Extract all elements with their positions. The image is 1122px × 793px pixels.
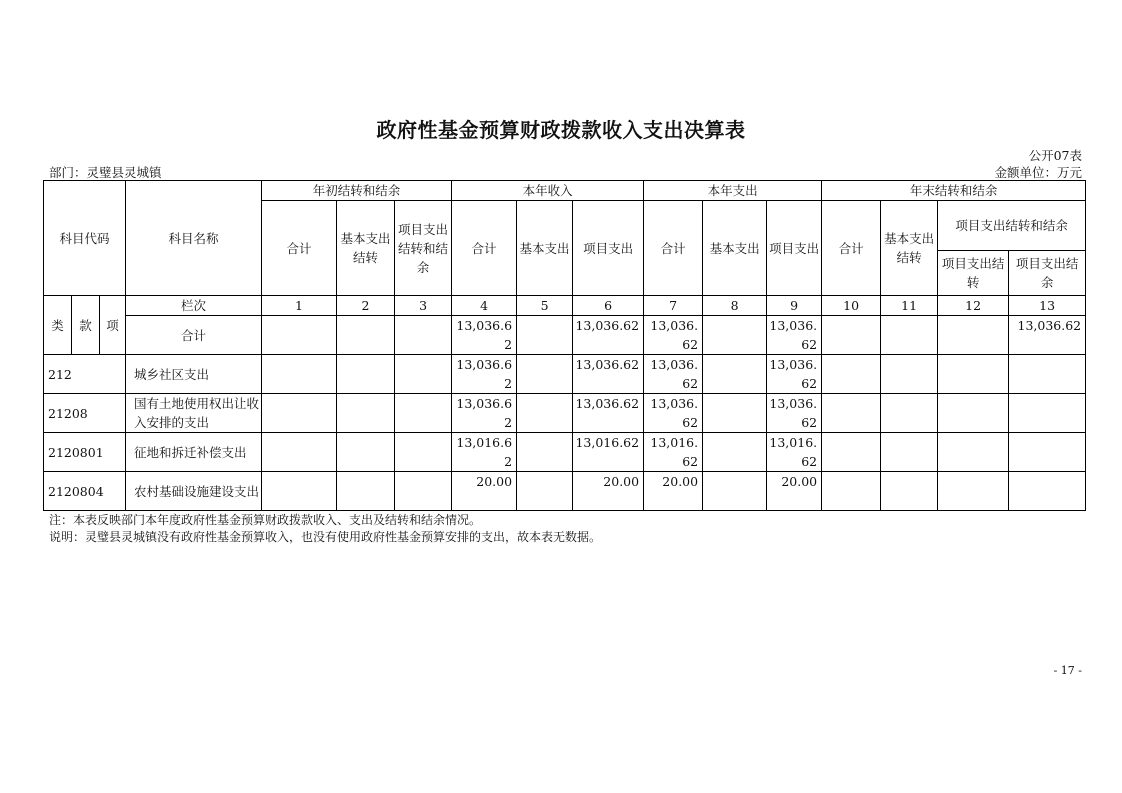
table-cell — [938, 433, 1009, 472]
header-expense-basic: 基本支出 — [703, 201, 767, 296]
table-row — [44, 355, 1086, 394]
table-cell — [395, 355, 452, 394]
budget-table — [43, 180, 1086, 511]
header-begin-basic-carry: 基本支出结转 — [337, 201, 395, 296]
department-label: 部门：灵璧县灵城镇 — [49, 165, 162, 180]
header-end-project-carry-balance: 项目支出结转和结余 — [938, 201, 1086, 251]
table-cell: 20.00 — [767, 472, 822, 511]
table-cell — [822, 316, 881, 355]
header-row-groups — [44, 181, 1086, 201]
header-income-basic: 基本支出 — [517, 201, 573, 296]
table-cell — [703, 316, 767, 355]
row-name: 城乡社区支出 — [126, 355, 262, 394]
table-cell — [822, 355, 881, 394]
table-cell — [938, 316, 1009, 355]
sheet-number: 公开07表 — [1028, 148, 1082, 163]
header-subject-code: 科目代码 — [44, 181, 126, 296]
header-begin-project-carry-balance: 项目支出结转和结余 — [395, 201, 452, 296]
table-cell — [881, 472, 938, 511]
table-cell — [517, 394, 573, 433]
table-cell — [822, 472, 881, 511]
table-cell — [881, 394, 938, 433]
table-note: 注：本表反映部门本年度政府性基金预算财政拨款收入、支出及结转和结余情况。 — [49, 513, 482, 527]
header-end-total: 合计 — [822, 201, 881, 296]
table-cell — [938, 394, 1009, 433]
table-cell — [517, 472, 573, 511]
table-cell — [262, 394, 337, 433]
row-name: 合计 — [126, 316, 262, 355]
column-index: 8 — [703, 296, 767, 316]
row-code: 212 — [44, 355, 126, 394]
table-cell: 13,036.62 — [452, 316, 517, 355]
row-code: 2120804 — [44, 472, 126, 511]
column-index: 12 — [938, 296, 1009, 316]
table-cell — [703, 355, 767, 394]
table-cell — [822, 394, 881, 433]
column-index: 5 — [517, 296, 573, 316]
table-cell: 13,036.62 — [573, 316, 644, 355]
table-cell — [1009, 433, 1086, 472]
amount-unit-label: 金额单位：万元 — [994, 165, 1082, 180]
table-cell — [337, 394, 395, 433]
table-row — [44, 472, 1086, 511]
header-group-expense: 本年支出 — [644, 181, 822, 201]
table-cell: 13,016.62 — [452, 433, 517, 472]
column-index: 13 — [1009, 296, 1086, 316]
table-cell — [703, 394, 767, 433]
column-index: 1 — [262, 296, 337, 316]
table-cell: 20.00 — [573, 472, 644, 511]
table-explanation: 说明：灵璧县灵城镇没有政府性基金预算收入，也没有使用政府性基金预算安排的支出，故本表无数据。 — [49, 530, 602, 544]
table-cell: 13,036.62 — [767, 316, 822, 355]
table-cell — [262, 433, 337, 472]
table-cell — [395, 472, 452, 511]
column-index: 7 — [644, 296, 703, 316]
table-row — [44, 394, 1086, 433]
table-cell — [881, 355, 938, 394]
table-cell — [1009, 472, 1086, 511]
table-cell — [517, 355, 573, 394]
column-index: 9 — [767, 296, 822, 316]
header-income-total: 合计 — [452, 201, 517, 296]
column-index-label: 栏次 — [126, 296, 262, 316]
row-name: 征地和拆迁补偿支出 — [126, 433, 262, 472]
column-index: 3 — [395, 296, 452, 316]
table-cell — [703, 433, 767, 472]
table-cell — [822, 433, 881, 472]
header-section: 款 — [72, 296, 100, 355]
header-end-project-carry: 项目支出结转 — [938, 251, 1009, 296]
header-income-project: 项目支出 — [573, 201, 644, 296]
table-cell — [881, 316, 938, 355]
table-cell — [517, 316, 573, 355]
column-index: 2 — [337, 296, 395, 316]
table-cell: 20.00 — [452, 472, 517, 511]
table-cell: 13,036.62 — [452, 355, 517, 394]
table-cell — [395, 433, 452, 472]
table-cell — [1009, 394, 1086, 433]
table-cell: 20.00 — [644, 472, 703, 511]
column-index: 11 — [881, 296, 938, 316]
table-cell: 13,036.62 — [767, 355, 822, 394]
table-cell — [337, 355, 395, 394]
table-cell: 13,036.62 — [573, 394, 644, 433]
table-cell: 13,036.62 — [767, 394, 822, 433]
table-row-total — [44, 316, 1086, 355]
table-cell — [262, 355, 337, 394]
header-begin-total: 合计 — [262, 201, 337, 296]
table-cell — [395, 316, 452, 355]
table-cell — [517, 433, 573, 472]
table-cell — [337, 472, 395, 511]
header-expense-project: 项目支出 — [767, 201, 822, 296]
row-name: 国有土地使用权出让收入安排的支出 — [126, 394, 262, 433]
table-cell — [703, 472, 767, 511]
column-index-row — [44, 296, 1086, 316]
column-index: 4 — [452, 296, 517, 316]
header-group-income: 本年收入 — [452, 181, 644, 201]
header-class: 类 — [44, 296, 72, 355]
table-row — [44, 433, 1086, 472]
table-cell — [262, 316, 337, 355]
page-number: - 17 - — [1053, 664, 1082, 677]
row-code: 21208 — [44, 394, 126, 433]
header-end-basic-carry: 基本支出结转 — [881, 201, 938, 296]
table-cell — [938, 355, 1009, 394]
table-cell — [881, 433, 938, 472]
column-index: 6 — [573, 296, 644, 316]
header-end-project-balance: 项目支出结余 — [1009, 251, 1086, 296]
table-cell: 13,036.62 — [452, 394, 517, 433]
header-item: 项 — [100, 296, 126, 355]
header-group-end: 年末结转和结余 — [822, 181, 1086, 201]
table-cell — [337, 316, 395, 355]
row-code: 2120801 — [44, 433, 126, 472]
column-index: 10 — [822, 296, 881, 316]
table-cell — [938, 472, 1009, 511]
table-title: 政府性基金预算财政拨款收入支出决算表 — [376, 118, 746, 142]
table-cell: 13,036.62 — [1009, 316, 1086, 355]
table-cell: 13,036.62 — [573, 355, 644, 394]
table-cell: 13,036.62 — [644, 316, 703, 355]
header-expense-total: 合计 — [644, 201, 703, 296]
table-cell — [1009, 355, 1086, 394]
row-name: 农村基础设施建设支出 — [126, 472, 262, 511]
table-cell: 13,036.62 — [644, 394, 703, 433]
table-cell — [395, 394, 452, 433]
table-cell — [262, 472, 337, 511]
header-subject-name: 科目名称 — [126, 181, 262, 296]
table-cell — [337, 433, 395, 472]
header-group-begin: 年初结转和结余 — [262, 181, 452, 201]
table-cell: 13,016.62 — [767, 433, 822, 472]
table-cell: 13,016.62 — [644, 433, 703, 472]
table-cell: 13,016.62 — [573, 433, 644, 472]
table-cell: 13,036.62 — [644, 355, 703, 394]
